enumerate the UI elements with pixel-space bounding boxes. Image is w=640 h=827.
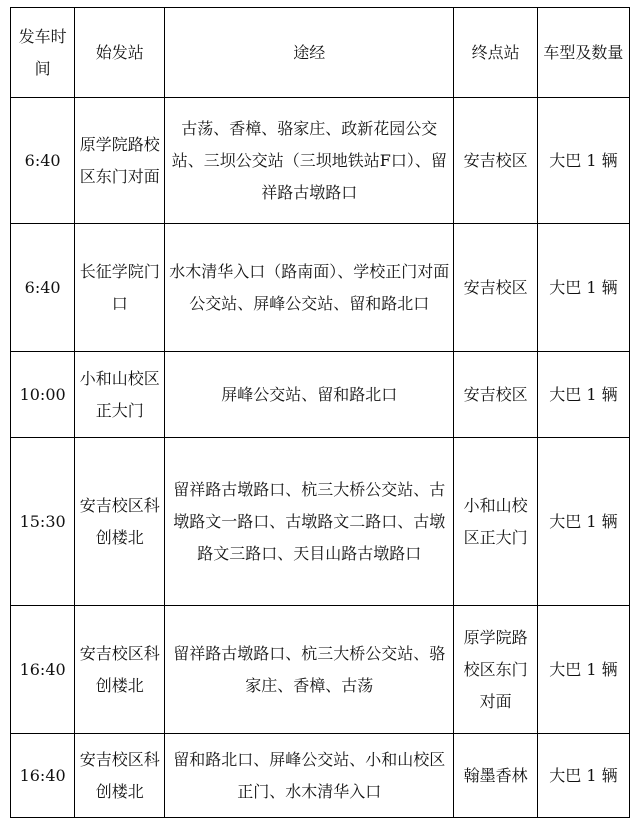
cell-time: 6:40	[11, 98, 75, 224]
cell-time: 15:30	[11, 438, 75, 606]
cell-route: 留祥路古墩路口、杭三大桥公交站、古墩路文一路口、古墩路文二路口、古墩路文三路口、天目山路古墩路口	[165, 438, 454, 606]
cell-origin: 安吉校区科创楼北	[75, 438, 165, 606]
cell-route: 留祥路古墩路口、杭三大桥公交站、骆家庄、香樟、古荡	[165, 606, 454, 734]
cell-route: 水木清华入口（路南面）、学校正门对面公交站、屏峰公交站、留和路北口	[165, 224, 454, 352]
table-row	[11, 606, 630, 734]
cell-vehicle: 大巴 1 辆	[537, 606, 629, 734]
table-row	[11, 734, 630, 818]
cell-terminal: 安吉校区	[454, 224, 538, 352]
table-header-row	[11, 8, 630, 98]
cell-vehicle: 大巴 1 辆	[537, 224, 629, 352]
cell-vehicle: 大巴 1 辆	[537, 438, 629, 606]
cell-time: 6:40	[11, 224, 75, 352]
cell-time: 16:40	[11, 734, 75, 818]
table-row	[11, 98, 630, 224]
table-row	[11, 352, 630, 438]
cell-time: 16:40	[11, 606, 75, 734]
table-row	[11, 224, 630, 352]
cell-origin: 安吉校区科创楼北	[75, 734, 165, 818]
header-vehicle-type: 车型及数量	[537, 8, 629, 98]
cell-vehicle: 大巴 1 辆	[537, 734, 629, 818]
cell-vehicle: 大巴 1 辆	[537, 352, 629, 438]
cell-time: 10:00	[11, 352, 75, 438]
cell-origin: 小和山校区正大门	[75, 352, 165, 438]
cell-origin: 原学院路校区东门对面	[75, 98, 165, 224]
cell-terminal: 小和山校区正大门	[454, 438, 538, 606]
cell-vehicle: 大巴 1 辆	[537, 98, 629, 224]
cell-terminal: 安吉校区	[454, 98, 538, 224]
table-row	[11, 438, 630, 606]
cell-route: 屏峰公交站、留和路北口	[165, 352, 454, 438]
bus-schedule-table	[10, 7, 630, 818]
header-route: 途经	[165, 8, 454, 98]
header-terminal-station: 终点站	[454, 8, 538, 98]
cell-origin: 安吉校区科创楼北	[75, 606, 165, 734]
cell-route: 古荡、香樟、骆家庄、政新花园公交站、三坝公交站（三坝地铁站F口）、留祥路古墩路口	[165, 98, 454, 224]
cell-route: 留和路北口、屏峰公交站、小和山校区正门、水木清华入口	[165, 734, 454, 818]
cell-origin: 长征学院门口	[75, 224, 165, 352]
cell-terminal: 安吉校区	[454, 352, 538, 438]
cell-terminal: 原学院路校区东门对面	[454, 606, 538, 734]
cell-terminal: 翰墨香林	[454, 734, 538, 818]
header-departure-time: 发车时间	[11, 8, 75, 98]
header-origin-station: 始发站	[75, 8, 165, 98]
